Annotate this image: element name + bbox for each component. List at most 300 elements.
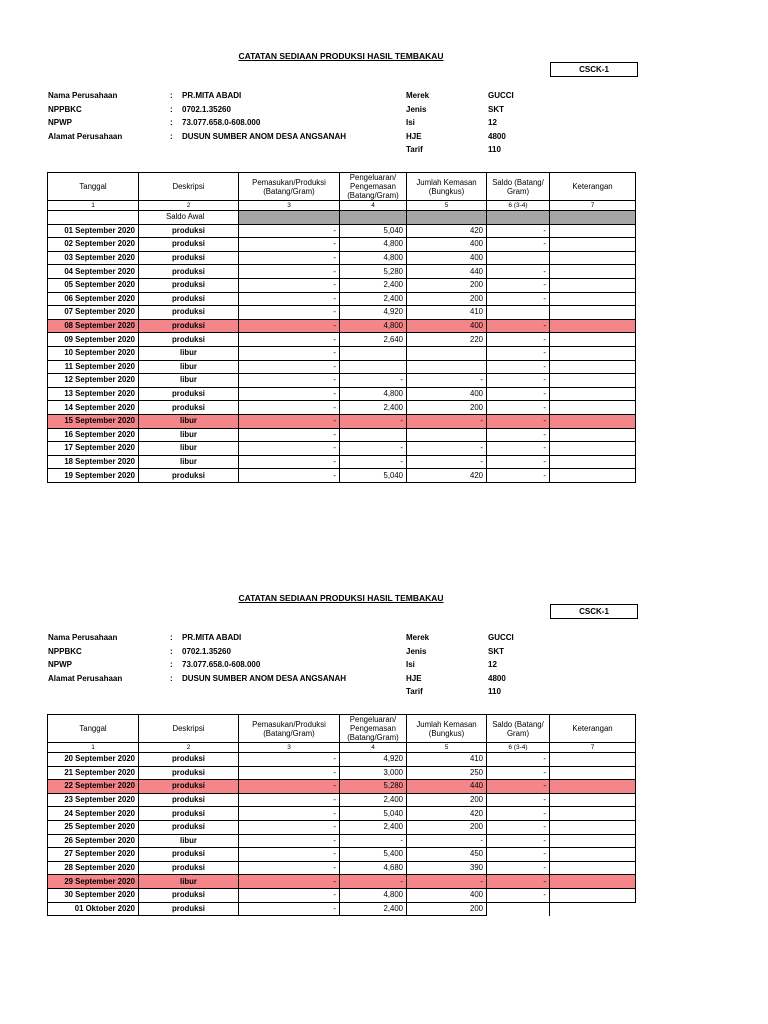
cell-balance: - — [487, 265, 550, 279]
cell-desc: produksi — [139, 292, 239, 306]
cell-pack: - — [407, 875, 487, 889]
hje-label: HJE — [406, 131, 422, 141]
cell-balance: - — [487, 793, 550, 807]
col-header-desc: Deskripsi — [139, 715, 239, 743]
company-label: Nama Perusahaan — [48, 91, 118, 100]
company-info — [48, 631, 346, 685]
cell-desc: produksi — [139, 265, 239, 279]
cell-balance: - — [487, 469, 550, 483]
content-label: Isi — [406, 660, 415, 669]
cell-date: 08 September 2020 — [48, 319, 139, 333]
cell-in: - — [239, 848, 340, 862]
cell-pack: 200 — [407, 793, 487, 807]
brand-label: Merek — [406, 633, 430, 642]
address-label: Alamat Perusahaan — [48, 673, 123, 683]
cell-desc: produksi — [139, 387, 239, 401]
cell-note — [550, 346, 636, 360]
cell-date: 27 September 2020 — [48, 848, 139, 862]
cell-note — [550, 387, 636, 401]
cell-pack — [407, 211, 487, 225]
brand-value: GUCCI — [488, 91, 514, 100]
col-number: 6 (3-4) — [487, 743, 550, 753]
cell-balance: - — [487, 238, 550, 252]
type-label: Jenis — [406, 646, 427, 656]
cell-balance: - — [487, 374, 550, 388]
cell-note — [550, 455, 636, 469]
cell-desc: libur — [139, 442, 239, 456]
cell-in: - — [239, 455, 340, 469]
cell-note — [550, 360, 636, 374]
col-header-pack: Jumlah Kemasan (Bungkus) — [407, 173, 487, 201]
cell-date: 21 September 2020 — [48, 766, 139, 780]
cell-date: 01 September 2020 — [48, 224, 139, 238]
cell-out — [340, 211, 407, 225]
cell-pack: 400 — [407, 387, 487, 401]
hje-label: HJE — [406, 673, 422, 683]
cell-date: 15 September 2020 — [48, 414, 139, 428]
cell-in: - — [239, 888, 340, 902]
nppbkc-label: NPPBKC — [48, 646, 82, 656]
cell-balance: - — [487, 861, 550, 875]
cell-desc: produksi — [139, 820, 239, 834]
cell-pack: - — [407, 414, 487, 428]
cell-pack — [407, 346, 487, 360]
cell-note — [550, 238, 636, 252]
form-code-box: CSCK-1 — [550, 604, 638, 619]
cell-date: 12 September 2020 — [48, 374, 139, 388]
cell-date: 09 September 2020 — [48, 333, 139, 347]
cell-out: 4,920 — [340, 753, 407, 767]
col-header-balance: Saldo (Batang/ Gram) — [487, 715, 550, 743]
cell-note — [550, 265, 636, 279]
col-number: 7 — [550, 201, 636, 211]
cell-pack: 200 — [407, 278, 487, 292]
address-value: DUSUN SUMBER ANOM DESA ANGSANAH — [182, 131, 347, 141]
cell-note — [550, 780, 636, 794]
cell-out: - — [340, 442, 407, 456]
colon: : — [170, 646, 173, 656]
cell-pack: 200 — [407, 401, 487, 415]
cell-in: - — [239, 401, 340, 415]
cell-in: - — [239, 861, 340, 875]
cell-in: - — [239, 414, 340, 428]
cell-out — [340, 360, 407, 374]
col-number: 7 — [550, 743, 636, 753]
type-label: Jenis — [406, 104, 427, 114]
address-label: Alamat Perusahaan — [48, 131, 123, 141]
saldo-awal-label: Saldo Awal — [139, 211, 239, 225]
cell-note — [550, 820, 636, 834]
cell-desc: libur — [139, 360, 239, 374]
cell-date: 02 September 2020 — [48, 238, 139, 252]
col-header-note: Keterangan — [550, 715, 636, 743]
table-row — [48, 875, 636, 889]
tariff-value: 110 — [488, 687, 501, 696]
table-row — [48, 888, 636, 902]
nppbkc-value: 0702.1.35260 — [182, 104, 231, 114]
product-info — [406, 89, 514, 157]
cell-out: 4,800 — [340, 387, 407, 401]
cell-date: 04 September 2020 — [48, 265, 139, 279]
colon: : — [170, 104, 173, 114]
colon: : — [170, 131, 173, 141]
cell-out: 4,680 — [340, 861, 407, 875]
cell-in: - — [239, 306, 340, 320]
cell-note — [550, 766, 636, 780]
cell-note — [550, 888, 636, 902]
cell-in: - — [239, 346, 340, 360]
content-value: 12 — [488, 118, 497, 127]
cell-in: - — [239, 265, 340, 279]
cell-out: 2,400 — [340, 902, 407, 916]
cell-pack: 400 — [407, 888, 487, 902]
cell-desc: libur — [139, 455, 239, 469]
cell-in: - — [239, 292, 340, 306]
cell-in: - — [239, 834, 340, 848]
table-row — [48, 360, 636, 374]
cell-date: 01 Oktober 2020 — [48, 902, 139, 916]
tariff-label: Tarif — [406, 687, 423, 696]
cell-out: 4,800 — [340, 251, 407, 265]
table-row — [48, 251, 636, 265]
cell-in: - — [239, 251, 340, 265]
cell-in: - — [239, 278, 340, 292]
table-row — [48, 820, 636, 834]
tariff-value: 110 — [488, 145, 501, 154]
cell-pack: - — [407, 834, 487, 848]
cell-desc: produksi — [139, 333, 239, 347]
table-row — [48, 319, 636, 333]
table-row — [48, 306, 636, 320]
cell-pack: 200 — [407, 902, 487, 916]
cell-date: 18 September 2020 — [48, 455, 139, 469]
cell-out: 4,800 — [340, 888, 407, 902]
cell-balance: - — [487, 278, 550, 292]
cell-in — [239, 211, 340, 225]
cell-out: 4,800 — [340, 238, 407, 252]
cell-pack — [407, 360, 487, 374]
cell-date: 22 September 2020 — [48, 780, 139, 794]
table-row — [48, 238, 636, 252]
col-header-balance: Saldo (Batang/ Gram) — [487, 173, 550, 201]
table-row — [48, 848, 636, 862]
cell-out: 2,400 — [340, 401, 407, 415]
cell-date: 07 September 2020 — [48, 306, 139, 320]
col-number: 1 — [48, 201, 139, 211]
cell-date: 19 September 2020 — [48, 469, 139, 483]
cell-in: - — [239, 333, 340, 347]
report-title: CATATAN SEDIAAN PRODUKSI HASIL TEMBAKAU — [238, 51, 444, 61]
cell-out — [340, 346, 407, 360]
col-number: 4 — [340, 743, 407, 753]
nppbkc-value: 0702.1.35260 — [182, 646, 231, 656]
report-title: CATATAN SEDIAAN PRODUKSI HASIL TEMBAKAU — [238, 593, 444, 603]
cell-out: 3,000 — [340, 766, 407, 780]
table-row — [48, 469, 636, 483]
cell-date: 03 September 2020 — [48, 251, 139, 265]
cell-in: - — [239, 820, 340, 834]
cell-desc: produksi — [139, 902, 239, 916]
cell-note — [550, 306, 636, 320]
cell-balance: - — [487, 401, 550, 415]
hje-value: 4800 — [488, 673, 506, 683]
cell-balance: - — [487, 780, 550, 794]
cell-balance: - — [487, 346, 550, 360]
cell-pack: 410 — [407, 753, 487, 767]
cell-desc: produksi — [139, 251, 239, 265]
header-row — [48, 173, 636, 201]
col-header-date: Tanggal — [48, 173, 139, 201]
table-row — [48, 333, 636, 347]
cell-pack: 200 — [407, 292, 487, 306]
colon: : — [170, 673, 173, 683]
colon: : — [170, 633, 173, 642]
cell-desc: produksi — [139, 401, 239, 415]
cell-out: - — [340, 374, 407, 388]
cell-desc: produksi — [139, 766, 239, 780]
col-number: 2 — [139, 201, 239, 211]
cell-date: 26 September 2020 — [48, 834, 139, 848]
column-number-row — [48, 201, 636, 211]
cell-pack: - — [407, 374, 487, 388]
cell-out: 5,280 — [340, 265, 407, 279]
cell-note — [550, 902, 636, 916]
cell-out: 2,400 — [340, 278, 407, 292]
cell-out: - — [340, 455, 407, 469]
cell-balance — [487, 211, 550, 225]
col-header-out: Pengeluaran/ Pengemasan (Batang/Gram) — [340, 715, 407, 743]
cell-pack: 400 — [407, 251, 487, 265]
cell-in: - — [239, 793, 340, 807]
npwp-value: 73.077.658.0-608.000 — [182, 660, 261, 669]
company-label: Nama Perusahaan — [48, 633, 118, 642]
colon: : — [170, 91, 173, 100]
cell-balance: - — [487, 875, 550, 889]
cell-desc: libur — [139, 346, 239, 360]
cell-note — [550, 319, 636, 333]
cell-note — [550, 333, 636, 347]
cell-date — [48, 211, 139, 225]
cell-in: - — [239, 224, 340, 238]
cell-balance: - — [487, 834, 550, 848]
cell-in: - — [239, 319, 340, 333]
cell-pack: 200 — [407, 820, 487, 834]
cell-out: 2,400 — [340, 820, 407, 834]
cell-pack: 220 — [407, 333, 487, 347]
cell-out: 5,400 — [340, 848, 407, 862]
cell-date: 10 September 2020 — [48, 346, 139, 360]
cell-date: 28 September 2020 — [48, 861, 139, 875]
cell-desc: produksi — [139, 861, 239, 875]
table-row — [48, 278, 636, 292]
cell-pack: 440 — [407, 265, 487, 279]
nppbkc-label: NPPBKC — [48, 104, 82, 114]
hje-value: 4800 — [488, 131, 506, 141]
table-row — [48, 455, 636, 469]
header-row — [48, 715, 636, 743]
cell-date: 16 September 2020 — [48, 428, 139, 442]
cell-note — [550, 211, 636, 225]
cell-pack: 420 — [407, 807, 487, 821]
table-row — [48, 834, 636, 848]
cell-desc: produksi — [139, 793, 239, 807]
col-number: 1 — [48, 743, 139, 753]
cell-balance: - — [487, 455, 550, 469]
cell-date: 24 September 2020 — [48, 807, 139, 821]
cell-desc: produksi — [139, 807, 239, 821]
npwp-label: NPWP — [48, 118, 72, 127]
company-info — [48, 89, 346, 143]
cell-desc: libur — [139, 834, 239, 848]
cell-date: 29 September 2020 — [48, 875, 139, 889]
col-header-in: Pemasukan/Produksi (Batang/Gram) — [239, 173, 340, 201]
cell-desc: produksi — [139, 848, 239, 862]
cell-balance: - — [487, 319, 550, 333]
cell-note — [550, 224, 636, 238]
cell-balance: - — [487, 820, 550, 834]
cell-date: 25 September 2020 — [48, 820, 139, 834]
saldo-awal-row — [48, 211, 636, 225]
company-value: PR.MITA ABADI — [182, 633, 242, 642]
col-number: 3 — [239, 201, 340, 211]
cell-in: - — [239, 766, 340, 780]
cell-desc: produksi — [139, 238, 239, 252]
cell-note — [550, 848, 636, 862]
cell-pack: 440 — [407, 780, 487, 794]
cell-note — [550, 469, 636, 483]
cell-desc: produksi — [139, 780, 239, 794]
cell-note — [550, 251, 636, 265]
table-row — [48, 428, 636, 442]
cell-in: - — [239, 807, 340, 821]
table-row — [48, 374, 636, 388]
table-row — [48, 224, 636, 238]
col-number: 5 — [407, 201, 487, 211]
column-number-row — [48, 743, 636, 753]
cell-out: 4,800 — [340, 319, 407, 333]
npwp-value: 73.077.658.0-608.000 — [182, 118, 261, 127]
cell-in: - — [239, 374, 340, 388]
cell-pack: 450 — [407, 848, 487, 862]
cell-balance: - — [487, 360, 550, 374]
cell-out: 5,280 — [340, 780, 407, 794]
cell-pack: - — [407, 455, 487, 469]
cell-balance — [487, 251, 550, 265]
cell-in: - — [239, 360, 340, 374]
cell-desc: produksi — [139, 888, 239, 902]
cell-balance: - — [487, 414, 550, 428]
table-row — [48, 861, 636, 875]
cell-date: 11 September 2020 — [48, 360, 139, 374]
cell-balance — [487, 306, 550, 320]
company-value: PR.MITA ABADI — [182, 91, 242, 100]
cell-note — [550, 401, 636, 415]
cell-in: - — [239, 780, 340, 794]
cell-note — [550, 834, 636, 848]
col-number: 2 — [139, 743, 239, 753]
cell-note — [550, 414, 636, 428]
cell-note — [550, 875, 636, 889]
cell-pack: 250 — [407, 766, 487, 780]
cell-balance: - — [487, 428, 550, 442]
cell-pack: 420 — [407, 224, 487, 238]
cell-desc: produksi — [139, 319, 239, 333]
cell-note — [550, 861, 636, 875]
table-row — [48, 442, 636, 456]
cell-out: 2,400 — [340, 292, 407, 306]
table-row — [48, 793, 636, 807]
cell-date: 13 September 2020 — [48, 387, 139, 401]
cell-balance: - — [487, 848, 550, 862]
cell-note — [550, 753, 636, 767]
cell-in: - — [239, 442, 340, 456]
col-header-in: Pemasukan/Produksi (Batang/Gram) — [239, 715, 340, 743]
cell-desc: produksi — [139, 753, 239, 767]
type-value: SKT — [488, 104, 504, 114]
cell-pack: - — [407, 442, 487, 456]
cell-pack: 400 — [407, 319, 487, 333]
cell-note — [550, 428, 636, 442]
cell-out: 2,400 — [340, 793, 407, 807]
cell-pack: 420 — [407, 469, 487, 483]
colon: : — [170, 660, 173, 669]
cell-out: 5,040 — [340, 469, 407, 483]
cell-out: 2,640 — [340, 333, 407, 347]
cell-out: - — [340, 875, 407, 889]
table-row — [48, 292, 636, 306]
cell-in: - — [239, 428, 340, 442]
cell-out: - — [340, 414, 407, 428]
cell-in: - — [239, 875, 340, 889]
col-header-note: Keterangan — [550, 173, 636, 201]
cell-balance: - — [487, 387, 550, 401]
brand-value: GUCCI — [488, 633, 514, 642]
cell-out — [340, 428, 407, 442]
table-row — [48, 414, 636, 428]
cell-in: - — [239, 753, 340, 767]
col-header-date: Tanggal — [48, 715, 139, 743]
cell-balance: - — [487, 442, 550, 456]
table-row — [48, 902, 636, 916]
col-header-pack: Jumlah Kemasan (Bungkus) — [407, 715, 487, 743]
cell-date: 23 September 2020 — [48, 793, 139, 807]
content-label: Isi — [406, 118, 415, 127]
cell-date: 14 September 2020 — [48, 401, 139, 415]
cell-balance: - — [487, 224, 550, 238]
cell-balance: - — [487, 766, 550, 780]
cell-balance: - — [487, 888, 550, 902]
cell-desc: libur — [139, 414, 239, 428]
inventory-table-1 — [47, 172, 636, 483]
cell-desc: libur — [139, 374, 239, 388]
cell-pack: 410 — [407, 306, 487, 320]
col-number: 5 — [407, 743, 487, 753]
cell-date: 06 September 2020 — [48, 292, 139, 306]
cell-note — [550, 442, 636, 456]
cell-balance: - — [487, 333, 550, 347]
cell-note — [550, 374, 636, 388]
type-value: SKT — [488, 646, 504, 656]
inventory-table-2 — [47, 714, 636, 916]
table-row — [48, 780, 636, 794]
cell-pack: 400 — [407, 238, 487, 252]
cell-note — [550, 793, 636, 807]
table-row — [48, 753, 636, 767]
cell-in: - — [239, 238, 340, 252]
cell-desc: produksi — [139, 306, 239, 320]
cell-balance: - — [487, 292, 550, 306]
cell-balance — [487, 902, 550, 916]
